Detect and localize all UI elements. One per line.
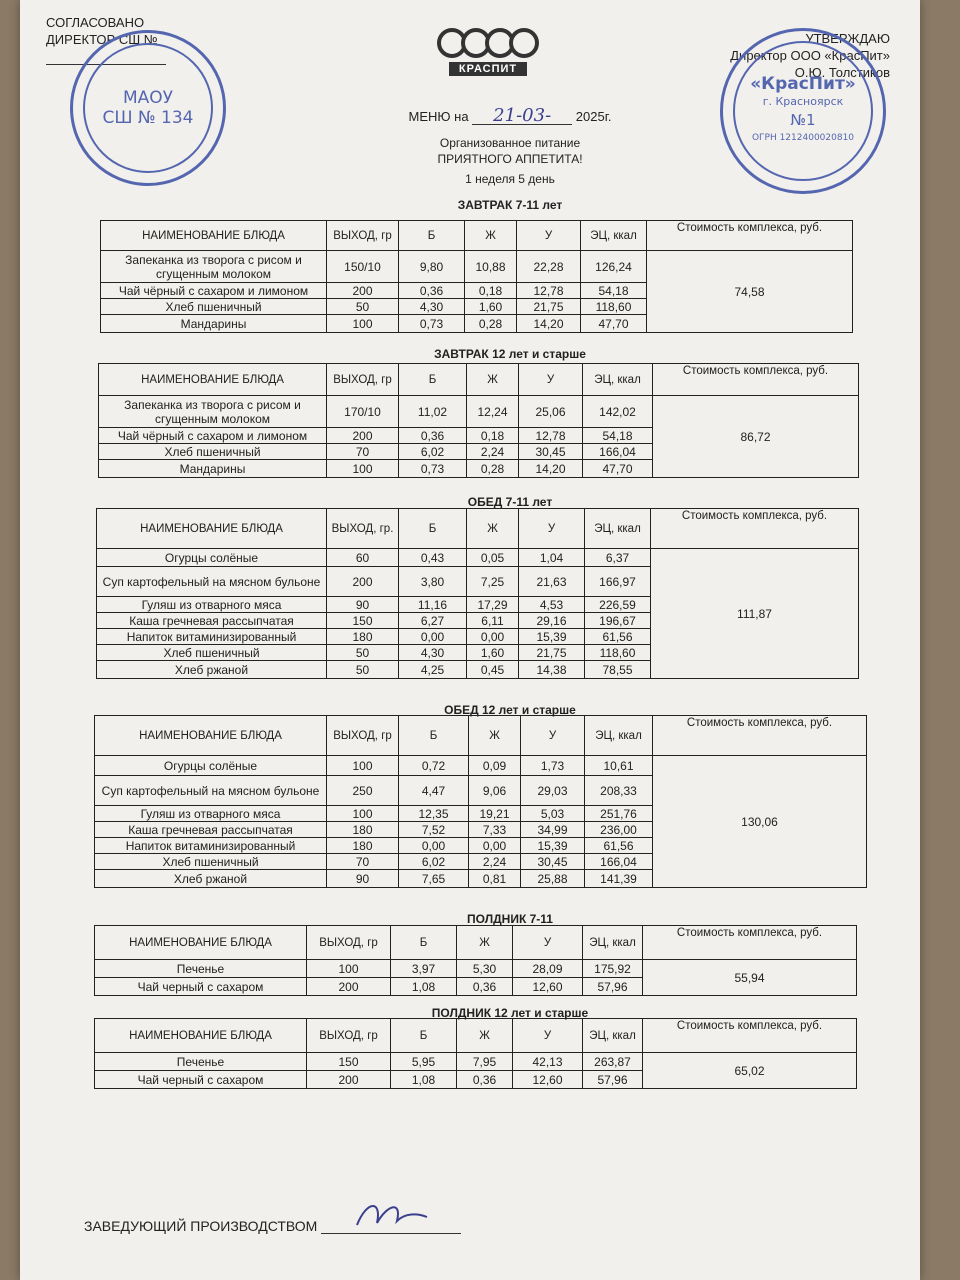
value-cell: 0,05 [467, 549, 519, 567]
value-cell: 200 [327, 567, 399, 597]
value-cell: 4,30 [399, 645, 467, 661]
value-cell: 11,02 [399, 396, 467, 428]
table-header-row [95, 926, 857, 960]
dish-name-cell: Гуляш из отварного мяса [97, 597, 327, 613]
value-cell: 0,28 [467, 460, 519, 478]
section-title: ОБЕД 7-11 лет [467, 495, 553, 509]
value-cell: 0,36 [399, 283, 465, 299]
value-cell: 30,45 [519, 444, 583, 460]
menu-table [94, 925, 857, 996]
dish-name-cell: Напиток витаминизированный [97, 629, 327, 645]
column-header: У [519, 364, 583, 396]
column-header: Стоимость комплекса, руб. [651, 509, 859, 549]
value-cell: 100 [327, 315, 399, 333]
value-cell: 5,30 [457, 960, 513, 978]
menu-prefix: МЕНЮ на [408, 109, 469, 124]
table-row [95, 756, 867, 776]
value-cell: 60 [327, 549, 399, 567]
value-cell: 2,24 [467, 444, 519, 460]
column-header: НАИМЕНОВАНИЕ БЛЮДА [95, 1019, 307, 1053]
value-cell: 126,24 [581, 251, 647, 283]
value-cell: 180 [327, 822, 399, 838]
dish-name-cell: Напиток витаминизированный [95, 838, 327, 854]
column-header: Стоимость комплекса, руб. [653, 364, 859, 396]
stamp-school-line2: СШ № 134 [102, 108, 194, 128]
value-cell: 0,00 [469, 838, 521, 854]
column-header: Стоимость комплекса, руб. [643, 1019, 857, 1053]
complex-cost-cell: 65,02 [643, 1053, 857, 1089]
stamp-company-line1: «КрасПит» [750, 74, 856, 94]
value-cell: 100 [327, 756, 399, 776]
column-header: Ж [467, 509, 519, 549]
dish-name-cell: Запеканка из творога с рисом и сгущенным молоком [101, 251, 327, 283]
value-cell: 250 [327, 776, 399, 806]
menu-title-block [320, 105, 700, 187]
value-cell: 170/10 [327, 396, 399, 428]
dish-name-cell: Хлеб ржаной [95, 870, 327, 888]
dish-name-cell: Хлеб пшеничный [99, 444, 327, 460]
dish-name-cell: Хлеб ржаной [97, 661, 327, 679]
value-cell: 0,09 [469, 756, 521, 776]
table-row [101, 251, 853, 283]
dish-name-cell: Мандарины [101, 315, 327, 333]
value-cell: 142,02 [583, 396, 653, 428]
value-cell: 50 [327, 299, 399, 315]
column-header: Б [399, 221, 465, 251]
value-cell: 6,02 [399, 444, 467, 460]
agreed-label: СОГЛАСОВАНО [46, 15, 145, 30]
value-cell: 236,00 [585, 822, 653, 838]
value-cell: 0,45 [467, 661, 519, 679]
value-cell: 1,04 [519, 549, 585, 567]
menu-table [94, 715, 867, 888]
column-header: ВЫХОД, гр [327, 364, 399, 396]
document-page [20, 0, 920, 1280]
section-title: ПОЛДНИК 7-11 [467, 912, 553, 926]
table-header-row [97, 509, 859, 549]
dish-name-cell: Печенье [95, 1053, 307, 1071]
complex-cost-cell: 111,87 [651, 549, 859, 679]
stamp-company-line2: г. Красноярск [762, 95, 844, 108]
signature-icon [347, 1195, 447, 1235]
value-cell: 5,95 [391, 1053, 457, 1071]
column-header: ВЫХОД, гр [327, 716, 399, 756]
value-cell: 6,02 [399, 854, 469, 870]
menu-table [94, 1018, 857, 1089]
value-cell: 166,97 [585, 567, 651, 597]
complex-cost-cell: 74,58 [647, 251, 853, 333]
value-cell: 0,72 [399, 756, 469, 776]
dish-name-cell: Суп картофельный на мясном бульоне [95, 776, 327, 806]
footer [84, 1218, 461, 1234]
value-cell: 50 [327, 661, 399, 679]
dish-name-cell: Чай чёрный с сахаром и лимоном [99, 428, 327, 444]
value-cell: 0,18 [465, 283, 517, 299]
dish-name-cell: Огурцы солёные [95, 756, 327, 776]
value-cell: 118,60 [581, 299, 647, 315]
value-cell: 0,00 [399, 629, 467, 645]
table-row [95, 1053, 857, 1071]
menu-table [96, 508, 859, 679]
dish-name-cell: Суп картофельный на мясном бульоне [97, 567, 327, 597]
value-cell: 0,36 [457, 978, 513, 996]
value-cell: 226,59 [585, 597, 651, 613]
value-cell: 12,60 [513, 1071, 583, 1089]
value-cell: 1,73 [521, 756, 585, 776]
value-cell: 29,16 [519, 613, 585, 629]
company-stamp [720, 28, 886, 194]
stamp-ring [83, 43, 213, 173]
value-cell: 1,08 [391, 978, 457, 996]
stamp-company-line4: ОГРН 1212400020810 [751, 133, 855, 143]
value-cell: 42,13 [513, 1053, 583, 1071]
value-cell: 1,60 [467, 645, 519, 661]
value-cell: 21,63 [519, 567, 585, 597]
value-cell: 196,67 [585, 613, 651, 629]
table-row [95, 960, 857, 978]
dish-name-cell: Каша гречневая рассыпчатая [95, 822, 327, 838]
value-cell: 4,47 [399, 776, 469, 806]
menu-date: 21-03- [472, 108, 572, 125]
value-cell: 150 [307, 1053, 391, 1071]
dish-name-cell: Гуляш из отварного мяса [95, 806, 327, 822]
value-cell: 7,95 [457, 1053, 513, 1071]
week-day-label: 1 неделя 5 день [465, 172, 555, 186]
dish-name-cell: Огурцы солёные [97, 549, 327, 567]
stamp-ring [733, 41, 873, 181]
dish-name-cell: Хлеб пшеничный [95, 854, 327, 870]
bon-appetit-label: ПРИЯТНОГО АППЕТИТА! [437, 152, 583, 166]
column-header: Б [391, 1019, 457, 1053]
value-cell: 30,45 [521, 854, 585, 870]
value-cell: 19,21 [469, 806, 521, 822]
column-header: ЭЦ, ккал [583, 926, 643, 960]
column-header: НАИМЕНОВАНИЕ БЛЮДА [99, 364, 327, 396]
value-cell: 100 [327, 806, 399, 822]
value-cell: 200 [327, 283, 399, 299]
dish-name-cell: Мандарины [99, 460, 327, 478]
column-header: ЭЦ, ккал [581, 221, 647, 251]
value-cell: 166,04 [585, 854, 653, 870]
director-company-label: Директор ООО «КрасПит» [730, 48, 890, 63]
value-cell: 4,25 [399, 661, 467, 679]
column-header: У [513, 1019, 583, 1053]
value-cell: 25,06 [519, 396, 583, 428]
value-cell: 54,18 [581, 283, 647, 299]
dish-name-cell: Запеканка из творога с рисом и сгущенным молоком [99, 396, 327, 428]
value-cell: 17,29 [467, 597, 519, 613]
manager-signature-line [321, 1219, 461, 1234]
value-cell: 21,75 [519, 645, 585, 661]
value-cell: 15,39 [521, 838, 585, 854]
value-cell: 54,18 [583, 428, 653, 444]
column-header: У [519, 509, 585, 549]
value-cell: 29,03 [521, 776, 585, 806]
value-cell: 12,60 [513, 978, 583, 996]
dish-name-cell: Чай черный с сахаром [95, 978, 307, 996]
value-cell: 3,80 [399, 567, 467, 597]
table-row [99, 396, 859, 428]
column-header: ЭЦ, ккал [583, 364, 653, 396]
stamp-school-line1: МАОУ [122, 88, 174, 108]
section-title: ЗАВТРАК 7-11 лет [457, 198, 563, 212]
section-title: ЗАВТРАК 12 лет и старше [434, 347, 586, 361]
column-header: Ж [467, 364, 519, 396]
logo-brand: КРАСПИТ [449, 62, 527, 76]
value-cell: 180 [327, 838, 399, 854]
value-cell: 28,09 [513, 960, 583, 978]
value-cell: 12,35 [399, 806, 469, 822]
school-stamp [70, 30, 226, 186]
complex-cost-cell: 55,94 [643, 960, 857, 996]
stamp-company-line3: №1 [790, 111, 816, 129]
value-cell: 34,99 [521, 822, 585, 838]
value-cell: 0,00 [399, 838, 469, 854]
section-title: ПОЛДНИК 12 лет и старше [431, 1006, 589, 1020]
column-header: Ж [457, 1019, 513, 1053]
value-cell: 150/10 [327, 251, 399, 283]
value-cell: 7,65 [399, 870, 469, 888]
value-cell: 0,43 [399, 549, 467, 567]
value-cell: 9,06 [469, 776, 521, 806]
value-cell: 7,33 [469, 822, 521, 838]
column-header: Ж [469, 716, 521, 756]
production-manager-label: ЗАВЕДУЮЩИЙ ПРОИЗВОДСТВОМ [84, 1218, 318, 1234]
column-header: Ж [457, 926, 513, 960]
value-cell: 61,56 [585, 629, 651, 645]
value-cell: 0,18 [467, 428, 519, 444]
value-cell: 25,88 [521, 870, 585, 888]
column-header: НАИМЕНОВАНИЕ БЛЮДА [101, 221, 327, 251]
column-header: ВЫХОД, гр [307, 1019, 391, 1053]
value-cell: 21,75 [517, 299, 581, 315]
value-cell: 200 [307, 1071, 391, 1089]
value-cell: 200 [307, 978, 391, 996]
value-cell: 5,03 [521, 806, 585, 822]
director-school-label: ДИРЕКТОР СШ № [46, 32, 158, 47]
column-header: Стоимость комплекса, руб. [643, 926, 857, 960]
approve-label: УТВЕРЖДАЮ [805, 31, 890, 46]
dish-name-cell: Чай чёрный с сахаром и лимоном [101, 283, 327, 299]
table-header-row [101, 221, 853, 251]
column-header: НАИМЕНОВАНИЕ БЛЮДА [95, 926, 307, 960]
column-header: ВЫХОД, гр [307, 926, 391, 960]
column-header: ЭЦ, ккал [585, 716, 653, 756]
value-cell: 14,38 [519, 661, 585, 679]
complex-cost-cell: 86,72 [653, 396, 859, 478]
value-cell: 12,24 [467, 396, 519, 428]
value-cell: 3,97 [391, 960, 457, 978]
column-header: ЭЦ, ккал [585, 509, 651, 549]
value-cell: 0,73 [399, 315, 465, 333]
value-cell: 14,20 [519, 460, 583, 478]
value-cell: 47,70 [581, 315, 647, 333]
value-cell: 1,60 [465, 299, 517, 315]
menu-table [98, 363, 859, 478]
table-header-row [95, 1019, 857, 1053]
value-cell: 175,92 [583, 960, 643, 978]
menu-table [100, 220, 853, 333]
value-cell: 7,25 [467, 567, 519, 597]
value-cell: 118,60 [585, 645, 651, 661]
logo-circles-icon [437, 28, 539, 58]
value-cell: 1,08 [391, 1071, 457, 1089]
value-cell: 90 [327, 870, 399, 888]
dish-name-cell: Хлеб пшеничный [97, 645, 327, 661]
value-cell: 11,16 [399, 597, 467, 613]
dish-name-cell: Хлеб пшеничный [101, 299, 327, 315]
column-header: ЭЦ, ккал [583, 1019, 643, 1053]
organized-food-label: Организованное питание [439, 136, 581, 150]
column-header: НАИМЕНОВАНИЕ БЛЮДА [97, 509, 327, 549]
value-cell: 15,39 [519, 629, 585, 645]
value-cell: 61,56 [585, 838, 653, 854]
value-cell: 100 [307, 960, 391, 978]
dish-name-cell: Чай черный с сахаром [95, 1071, 307, 1089]
value-cell: 7,52 [399, 822, 469, 838]
value-cell: 4,30 [399, 299, 465, 315]
value-cell: 0,28 [465, 315, 517, 333]
value-cell: 70 [327, 444, 399, 460]
column-header: Ж [465, 221, 517, 251]
value-cell: 47,70 [583, 460, 653, 478]
table-row [97, 549, 859, 567]
column-header: Стоимость комплекса, руб. [647, 221, 853, 251]
value-cell: 10,88 [465, 251, 517, 283]
column-header: Б [399, 364, 467, 396]
value-cell: 2,24 [469, 854, 521, 870]
value-cell: 263,87 [583, 1053, 643, 1071]
column-header: У [521, 716, 585, 756]
value-cell: 12,78 [519, 428, 583, 444]
column-header: Б [399, 509, 467, 549]
value-cell: 57,96 [583, 1071, 643, 1089]
dish-name-cell: Каша гречневая рассыпчатая [97, 613, 327, 629]
table-header-row [95, 716, 867, 756]
value-cell: 10,61 [585, 756, 653, 776]
value-cell: 14,20 [517, 315, 581, 333]
value-cell: 0,73 [399, 460, 467, 478]
complex-cost-cell: 130,06 [653, 756, 867, 888]
menu-year: 2025г. [575, 109, 612, 124]
value-cell: 12,78 [517, 283, 581, 299]
value-cell: 100 [327, 460, 399, 478]
value-cell: 57,96 [583, 978, 643, 996]
value-cell: 6,37 [585, 549, 651, 567]
value-cell: 251,76 [585, 806, 653, 822]
kraspit-logo [430, 28, 546, 86]
value-cell: 78,55 [585, 661, 651, 679]
value-cell: 0,36 [457, 1071, 513, 1089]
section-title: ОБЕД 12 лет и старше [444, 703, 576, 717]
value-cell: 208,33 [585, 776, 653, 806]
column-header: Б [391, 926, 457, 960]
value-cell: 0,00 [467, 629, 519, 645]
value-cell: 50 [327, 645, 399, 661]
column-header: У [513, 926, 583, 960]
table-header-row [99, 364, 859, 396]
value-cell: 0,81 [469, 870, 521, 888]
value-cell: 9,80 [399, 251, 465, 283]
column-header: ВЫХОД, гр. [327, 509, 399, 549]
value-cell: 200 [327, 428, 399, 444]
director-name: О.Ю. Толстиков [794, 65, 890, 80]
column-header: У [517, 221, 581, 251]
value-cell: 4,53 [519, 597, 585, 613]
value-cell: 150 [327, 613, 399, 629]
value-cell: 180 [327, 629, 399, 645]
column-header: НАИМЕНОВАНИЕ БЛЮДА [95, 716, 327, 756]
value-cell: 6,11 [467, 613, 519, 629]
column-header: Стоимость комплекса, руб. [653, 716, 867, 756]
value-cell: 166,04 [583, 444, 653, 460]
dish-name-cell: Печенье [95, 960, 307, 978]
value-cell: 90 [327, 597, 399, 613]
value-cell: 6,27 [399, 613, 467, 629]
column-header: Б [399, 716, 469, 756]
value-cell: 70 [327, 854, 399, 870]
value-cell: 22,28 [517, 251, 581, 283]
value-cell: 0,36 [399, 428, 467, 444]
value-cell: 141,39 [585, 870, 653, 888]
column-header: ВЫХОД, гр [327, 221, 399, 251]
